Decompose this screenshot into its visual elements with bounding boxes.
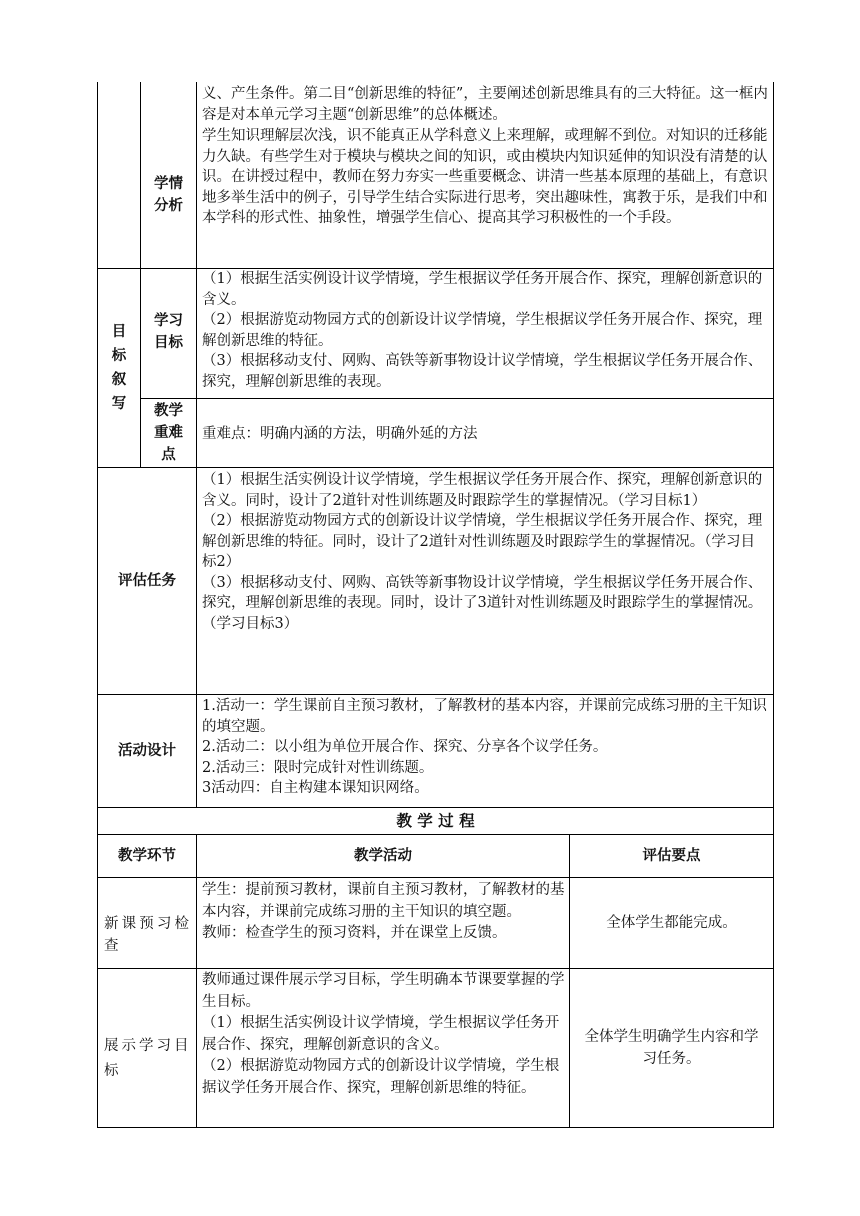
activity-item: 3活动四：自主构建本课知识网络。 [202, 780, 429, 796]
point-cell [570, 878, 773, 968]
activity-cell [202, 970, 565, 1099]
activity-design [202, 696, 768, 799]
activity-item: 2.活动二：以小组为单位开展合作、探究、分享各个议学任务。 [202, 739, 608, 755]
rule [140, 398, 774, 399]
learner-analysis-label: 学情分析 [154, 176, 183, 214]
header-activity-cell [197, 835, 569, 877]
learning-goals [202, 269, 768, 392]
rule [196, 834, 197, 1128]
learning-goal-item: （1）根据生活实例设计议学情境，学生根据议学任务开展合作、探究，理解创新意识的含义。 [202, 271, 763, 308]
learning-goal-item: （3）根据移动支付、网购、高铁等新事物设计议学情境，学生根据议学任务开展合作、探究，理解创新思维的表现。 [202, 353, 763, 390]
assessment-item: （2）根据游览动物园方式的创新设计议学情境，学生根据议学任务开展合作、探究，理解创新思维的特征。同时，设计了2道针对性训练题及时跟踪学生的掌握情况。（学习目标2） [202, 513, 763, 570]
content-summary [202, 84, 768, 125]
activities-label-cell [98, 695, 196, 807]
key-points-text: 重难点：明确内涵的方法，明确外延的方法 [202, 426, 478, 442]
activities-label: 活动设计 [118, 742, 176, 759]
activity-item: 2.活动三：限时完成针对性训练题。 [202, 759, 434, 776]
rule [773, 82, 774, 1128]
assessment-item: （1）根据生活实例设计议学情境，学生根据议学任务开展合作、探究，理解创新意识的含义。同时，设计了2道针对性训练题及时跟踪学生的掌握情况。（学习目标1） [202, 472, 763, 509]
point-text: 全体学生明确学生内容和学习任务。 [584, 1029, 759, 1067]
process-title: 教 学 过 程 [396, 811, 475, 830]
activity-line: （1）根据生活实例设计议学情境，学生根据议学任务开展合作、探究，理解创新意识的含义。 [202, 1015, 560, 1053]
assessment-label-cell [98, 468, 196, 694]
point-text: 全体学生都能完成。 [606, 914, 737, 931]
activity-item: 1.活动一：学生课前自主预习教材，了解教材的基本内容，并课前完成练习册的主干知识的填空题。 [202, 698, 767, 735]
learner-analysis [202, 126, 768, 229]
rule [97, 694, 774, 695]
point-cell [580, 969, 763, 1127]
stage-label: 展示学习目标 [104, 1038, 192, 1079]
key-points-label-cell [141, 399, 196, 467]
learning-goals-label: 学习目标 [154, 313, 183, 351]
header-stage-cell [98, 835, 196, 877]
activity-line: 学生：提前预习教材，课前自主预习教材，了解教材的基本内容，并课前完成练习册的主干知识的填空题。 [202, 882, 565, 920]
learning-goal-item: （2）根据游览动物园方式的创新设计议学情境，学生根据议学任务开展合作、探究，理解创新思维的特征。 [202, 312, 763, 349]
process-title-cell [98, 808, 773, 834]
rule [196, 82, 197, 808]
activity-line: 教师：检查学生的预习资料，并在课堂上反馈。 [202, 925, 507, 941]
assessment-tasks [202, 470, 768, 634]
activity-cell [202, 880, 565, 945]
stage-label: 新课预习检查 [104, 916, 192, 954]
learning-goals-label-cell [141, 308, 196, 356]
assessment-label: 评估任务 [118, 572, 176, 589]
learner-analysis-text: 学生知识理解层次浅，识不能真正从学科意义上来理解，或理解不到位。对知识的迁移能力久缺。有些学生对于模块与模块之间的知识，或由模块内知识延伸的知识没有清楚的认识。在讲授过程中，教师在努力夯实一些重要概念、讲清一些基本原理的基础上，有意识地多举生活中的例子，引导学生结合实际进行思考，突出趣味性，寓教于乐，是我们中和本学科的形式性、抽象性，增强学生信心、提高其学习积极性的一个手段。 [202, 128, 768, 226]
content-summary-text: 义、产生条件。第二目“创新思维的特征”，主要阐述创新思维具有的三大特征。这一框内容是对本单元学习主题“创新思维”的总体概述。 [202, 86, 768, 123]
stage-cell [104, 1034, 192, 1084]
assessment-item: （3）根据移动支付、网购、高铁等新事物设计议学情境，学生根据议学任务开展合作、探究，理解创新思维的表现。同时，设计了3道针对性训练题及时跟踪学生的掌握情况。（学习目标3） [202, 574, 763, 632]
activity-line: 教师通过课件展示学习目标，学生明确本节课要掌握的学生目标。 [202, 972, 565, 1010]
rule [97, 467, 774, 468]
header-stage: 教学环节 [118, 847, 176, 864]
activity-line: （2）根据游览动物园方式的创新设计议学情境，学生根据议学任务开展合作、探究，理解创新思维的特征。 [202, 1058, 560, 1096]
goals-section-label: 目标叙写 [111, 324, 127, 412]
key-points [202, 424, 768, 445]
header-activity: 教学活动 [354, 847, 412, 864]
rule [97, 1127, 774, 1128]
key-points-label: 教学重难点 [154, 403, 183, 463]
goals-section-label-cell [98, 320, 140, 416]
stage-cell [104, 913, 192, 957]
header-point: 评估要点 [642, 847, 701, 864]
header-point-cell [570, 835, 773, 877]
learner-analysis-label-cell [141, 170, 196, 220]
